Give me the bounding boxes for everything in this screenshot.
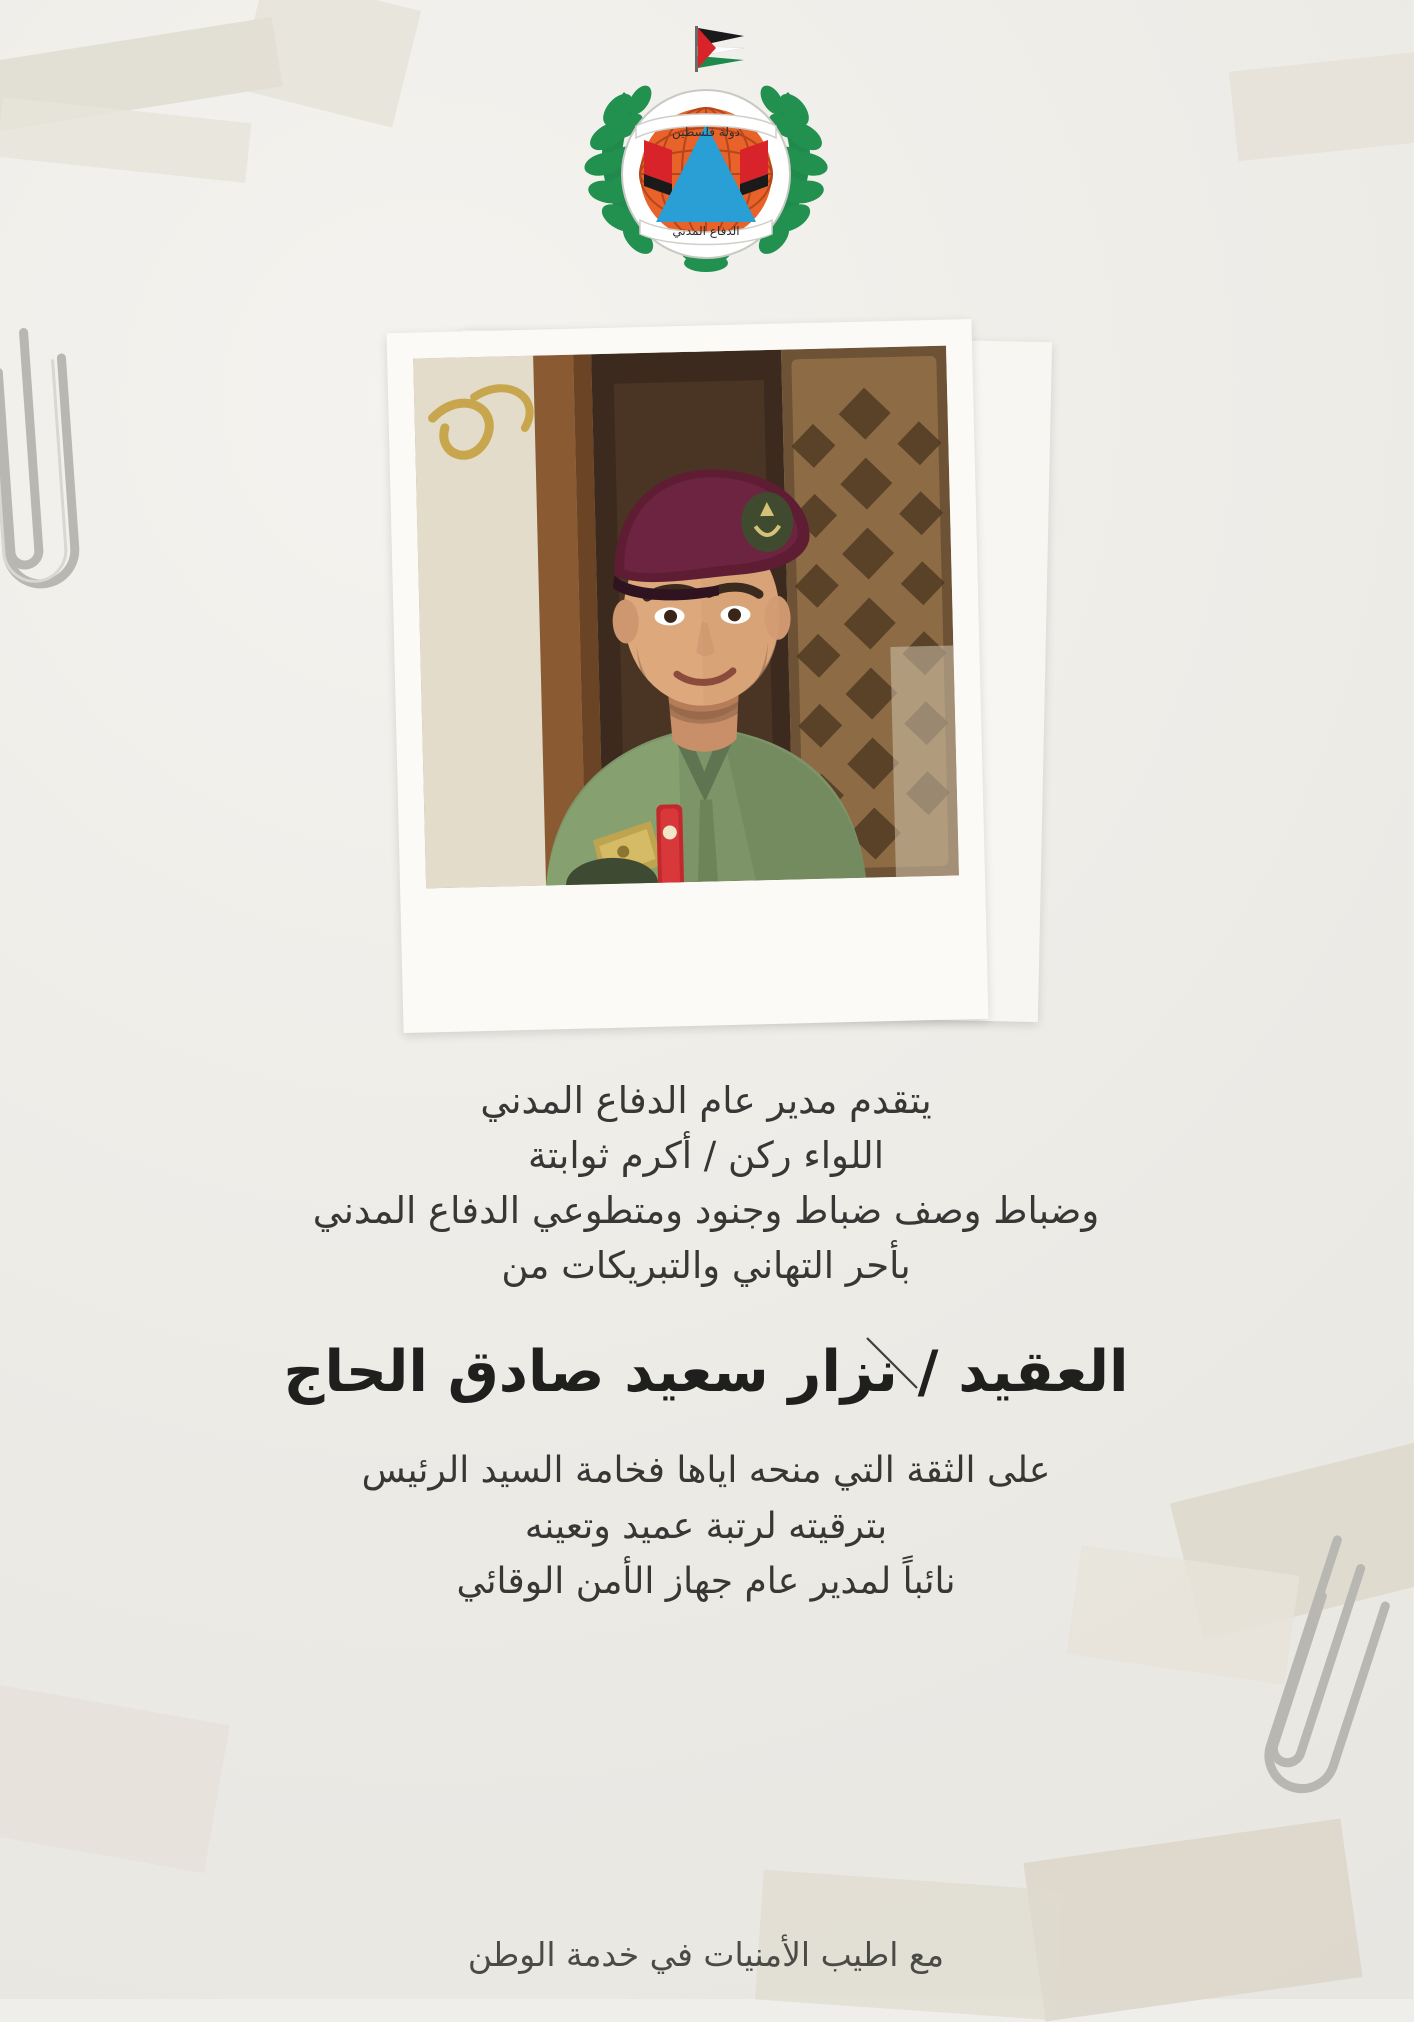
- officer-portrait: [414, 346, 960, 889]
- emblem-bottom-text: الدفاع المدني: [673, 224, 741, 238]
- intro-line-1: يتقدم مدير عام الدفاع المدني: [481, 1079, 933, 1122]
- honoree-name: العقيد / نزار سعيد صادق الحاج: [284, 1339, 1130, 1406]
- emblem-top-text: دولة فلسطين: [672, 125, 742, 139]
- palestinian-civil-defense-emblem: [567, 14, 847, 284]
- reason-line-3: نائباً لمدير عام جهاز الأمن الوقائي: [457, 1561, 957, 1603]
- closing-wish: مع اطيب الأمنيات في خدمة الوطن: [468, 1935, 946, 1974]
- palestine-flag-icon: [696, 26, 745, 72]
- intro-line-4: بأحر التهاني والتبريكات من: [502, 1244, 912, 1288]
- polaroid-front-frame: [388, 319, 990, 1033]
- reason-paragraph: [0, 1446, 1414, 1607]
- intro-line-3: وضباط وصف ضباط وجنود ومتطوعي الدفاع المدني: [313, 1189, 1101, 1233]
- intro-line-2: اللواء ركن / أكرم ثوابتة: [529, 1134, 885, 1178]
- reason-line-1: على الثقة التي منحه اياها فخامة السيد الرئيس: [362, 1449, 1052, 1491]
- intro-paragraph: [0, 1075, 1414, 1291]
- photo-stack: [396, 326, 1056, 1026]
- reason-line-2: بترقيته لرتبة عميد وتعينه: [525, 1505, 889, 1547]
- poster-text-block: [0, 1075, 1414, 1607]
